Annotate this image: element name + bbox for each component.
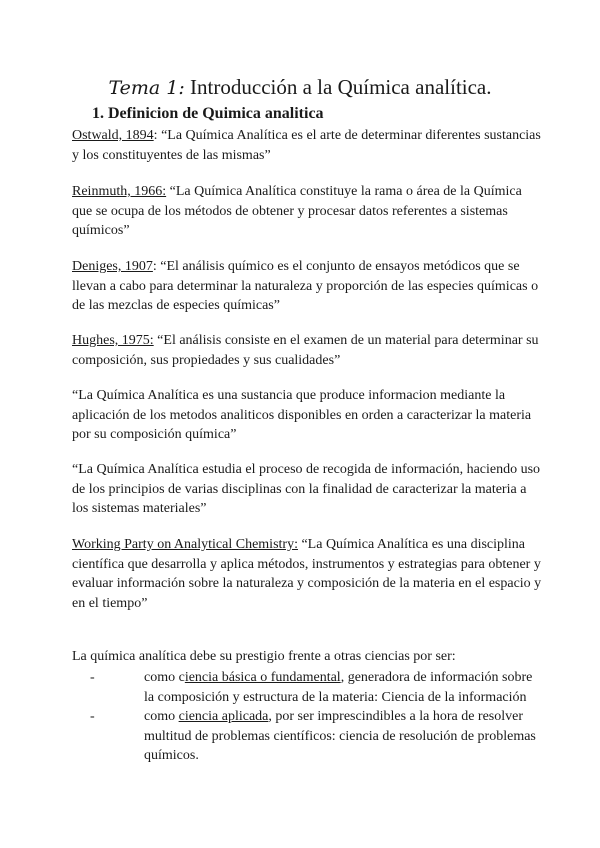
section-heading: [92, 104, 324, 124]
definition-paragraph: [72, 460, 542, 519]
item-term: iencia básica o fundamental: [184, 670, 341, 685]
definition-paragraph: [72, 126, 542, 165]
definition-paragraph: [72, 386, 542, 445]
definition-text: “La Química Analítica es el arte de determinar diferentes sustancias y los constituyentes de las mismas”: [72, 128, 541, 163]
definition-separator: :: [152, 259, 157, 274]
page-title: [0, 74, 600, 101]
item-term: ciencia aplicada: [178, 709, 269, 724]
title-text: Introducción a la Química analítica.: [190, 75, 492, 99]
item-text: , generadora de información sobre la composición y estructura de la materia: Ciencia de la información: [144, 670, 533, 705]
item-prefix: como: [144, 709, 179, 724]
definition-text: “La Química Analítica es una disciplina científica que desarrolla y aplica métodos, instrumentos y estrategias para obtener y evaluar información sobre la naturaleza y composición de la materia en el espacio y en el tiempo”: [72, 537, 542, 611]
definition-text: “La Química Analítica estudia el proceso de recogida de información, haciendo uso de los principios de varias disciplinas con la finalidad de caracterizar la materia a los sistemas materiales”: [72, 462, 541, 516]
definition-paragraph: [72, 331, 542, 370]
definition-paragraph: [72, 182, 542, 241]
list-item: [72, 707, 542, 766]
item-text: , por ser imprescindibles a la hora de resolver multitud de problemas científicos: ciencia de resolución de problemas químicos.: [144, 709, 536, 763]
definition-text: “La Química Analítica es una sustancia que produce informacion mediante la aplicación de los metodos analiticos disponibles en orden a caracterizar la materia por su composición química”: [72, 388, 532, 442]
definition-author: Deniges, 1907: [72, 259, 153, 274]
section-text: Definicion de Quimica analitica: [108, 105, 324, 122]
definition-author: Reinmuth, 1966:: [72, 184, 167, 199]
section-number: 1.: [92, 105, 104, 122]
definition-paragraph: [72, 257, 542, 316]
definition-author: Ostwald, 1894: [72, 128, 154, 143]
definition-text: “La Química Analítica constituye la rama o área de la Química que se ocupa de los métodos de obtener y procesar datos referentes a sistemas químicos”: [72, 184, 522, 238]
definition-author: Hughes, 1975:: [72, 333, 154, 348]
list-dash: -: [90, 709, 95, 724]
prestige-intro: La química analítica debe su prestigio frente a otras ciencias por ser:: [72, 649, 456, 664]
item-prefix: como c: [144, 670, 185, 685]
prestige-list: [72, 668, 542, 766]
definition-text: “El análisis consiste en el examen de un material para determinar su composición, sus propiedades y sus cualidades”: [72, 333, 539, 368]
title-tema: Tema 1:: [108, 77, 185, 99]
definition-separator: :: [153, 128, 158, 143]
list-dash: -: [90, 670, 95, 685]
list-item: [72, 668, 542, 707]
definition-author: Working Party on Analytical Chemistry:: [72, 537, 298, 552]
definition-text: “El análisis químico es el conjunto de ensayos metódicos que se llevan a cabo para determinar la naturaleza y proporción de las especies químicas o de las mezclas de especies químicas”: [72, 259, 539, 313]
definition-paragraph: [72, 535, 542, 613]
